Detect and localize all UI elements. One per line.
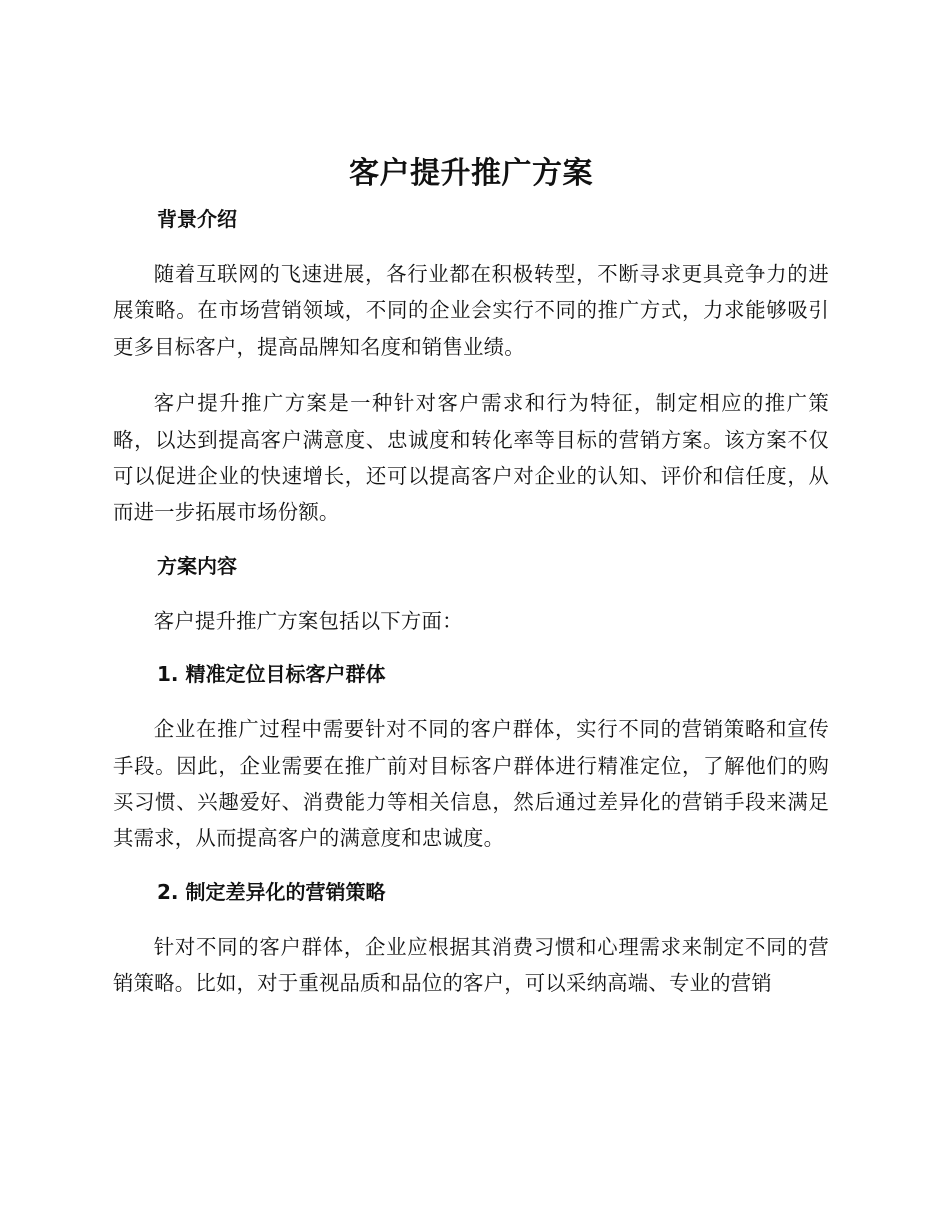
- section-target-customers: [113, 659, 829, 857]
- background-paragraph-2: 客户提升推广方案是一种针对客户需求和行为特征，制定相应的推广策略，以达到提高客户满意度、忠诚度和转化率等目标的营销方案。该方案不仅可以促进企业的快速增长，还可以提高客户对企业的认知、评价和信任度，从而进一步拓展市场份额。: [113, 391, 829, 525]
- section-background: [113, 204, 829, 531]
- section-plan-content: [113, 551, 829, 639]
- document-title: 客户提升推广方案: [349, 156, 593, 191]
- differentiated-strategy-paragraph: 针对不同的客户群体，企业应根据其消费习惯和心理需求来制定不同的营销策略。比如，对于重视品质和品位的客户，可以采纳高端、专业的营销: [113, 934, 829, 996]
- section-heading-plan-content: 方案内容: [157, 553, 237, 578]
- section-heading-target-customers: 1. 精准定位目标客户群体: [157, 662, 386, 687]
- target-customers-paragraph: 企业在推广过程中需要针对不同的客户群体，实行不同的营销策略和宣传手段。因此，企业需要在推广前对目标客户群体进行精准定位，了解他们的购买习惯、兴趣爱好、消费能力等相关信息，然后通过差异化的营销手段来满足其需求，从而提高客户的满意度和忠诚度。: [113, 717, 829, 851]
- section-heading-background: 背景介绍: [157, 207, 237, 231]
- background-paragraph-1: 随着互联网的飞速进展，各行业都在积极转型，不断寻求更具竞争力的进展策略。在市场营销领域，不同的企业会实行不同的推广方式，力求能够吸引更多目标客户，提高品牌知名度和销售业绩。: [113, 262, 829, 359]
- section-differentiated-strategy: [113, 877, 829, 1002]
- section-heading-differentiated-strategy: 2. 制定差异化的营销策略: [157, 879, 386, 904]
- document-page: [113, 152, 829, 1022]
- plan-content-intro: 客户提升推广方案包括以下方面：: [153, 608, 463, 633]
